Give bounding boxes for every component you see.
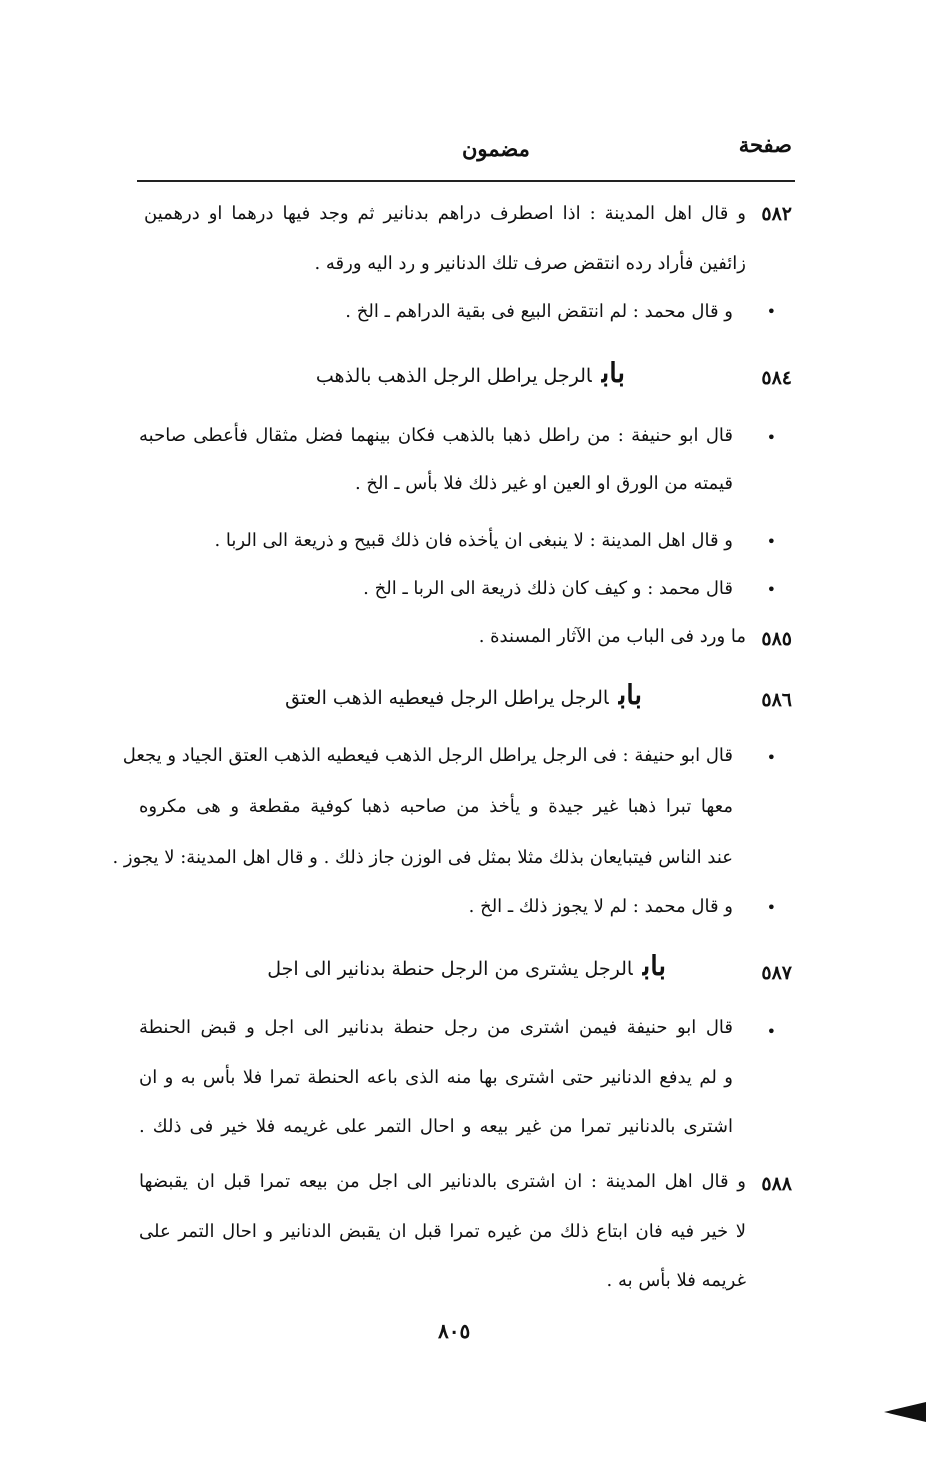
entry-text-line: عند الناس فيتبايعان بذلك مثلا بمثل فى الوزن جاز ذلك . و قال اهل المدينة: لا يجوز . (112, 847, 733, 868)
bullet-marker: • (766, 748, 776, 767)
chapter-title (267, 951, 666, 982)
bullet-marker: • (766, 1022, 776, 1041)
chapter-title (316, 358, 625, 389)
entry-text-line: و قال اهل المدينة : اذا اصطرف دراهم بدنانير ثم وجد فيها درهما او درهمين (144, 203, 746, 224)
content-column-header: مضمون (462, 136, 530, 161)
bullet-marker: • (766, 532, 776, 551)
chapter-title-text: الرجل يراطل الرجل فيعطيه الذهب العتق (285, 687, 609, 709)
chapter-bab-word: باب (642, 951, 666, 982)
entry-number: ٥٨٢ (761, 203, 792, 225)
page-turn-arrow-icon (884, 1402, 926, 1422)
entry-text-line: و لم يدفع الدنانير حتى اشترى بها منه الذى باعه الحنطة تمرا فلا بأس به و ان (139, 1067, 733, 1088)
entry-number: ٥٨٥ (761, 628, 792, 650)
entry-text-line: اشترى بالدنانير تمرا من غير بيعه و احال التمر على غريمه فلا خير فى ذلك . (139, 1116, 733, 1137)
entry-text-line: زائفين فأراد رده انتقض صرف تلك الدنانير و رد اليه ورقه . (314, 253, 746, 274)
entry-text-line: قيمته من الورق او العين او غير ذلك فلا بأس ـ الخ . (354, 473, 733, 494)
entry-text-line: قال محمد : و كيف كان ذلك ذريعة الى الربا ـ الخ . (363, 578, 733, 599)
entry-text-line: ما ورد فى الباب من الآثار المسندة . (478, 626, 746, 647)
chapter-bab-word: باب (618, 680, 642, 711)
entry-number: ٥٨٧ (761, 962, 792, 984)
entry-text-line: و قال اهل المدينة : لا ينبغى ان يأخذه فان ذلك قبيح و ذريعة الى الربا . (214, 530, 733, 551)
entry-number: ٥٨٨ (761, 1173, 792, 1195)
entry-text-line: قال ابو حنيفة : من راطل ذهبا بالذهب فكان بينهما فضل مثقال فأعطى صاحبه (139, 425, 733, 446)
header-rule (137, 180, 795, 182)
bullet-marker: • (766, 898, 776, 917)
entry-text-line: و قال محمد : لم انتقض البيع فى بقية الدراهم ـ الخ . (345, 301, 733, 322)
page-column-header: صفحة (738, 132, 792, 157)
entry-text-line: قال ابو حنيفة : فى الرجل يراطل الرجل الذهب فيعطيه الذهب العتق الجياد و يجعل (122, 745, 733, 766)
bullet-marker: • (766, 428, 776, 447)
chapter-bab-word: باب (601, 358, 625, 389)
entry-text-line: لا خير فيه فان ابتاع ذلك من غيره تمرا قبل ان يقبض الدنانير و احال التمر على (139, 1221, 746, 1242)
chapter-title (285, 680, 642, 711)
entry-number: ٥٨٤ (761, 367, 792, 389)
entry-text-line: قال ابو حنيفة فيمن اشترى من رجل حنطة بدنانير الى اجل و قبض الحنطة (139, 1017, 733, 1038)
entry-number: ٥٨٦ (761, 689, 792, 711)
entry-text-line: و قال محمد : لم لا يجوز ذلك ـ الخ . (468, 896, 733, 917)
page-number: ٨٠٥ (438, 1319, 471, 1343)
entry-text-line: معها تبرا ذهبا غير جيدة و يأخذ من صاحبه ذهبا كوفية مقطعة و هى مكروه (139, 796, 733, 817)
chapter-title-text: الرجل يشترى من الرجل حنطة بدنانير الى اجل (267, 958, 633, 980)
chapter-title-text: الرجل يراطل الرجل الذهب بالذهب (315, 365, 592, 387)
entry-text-line: و قال اهل المدينة : ان اشترى بالدنانير الى اجل من بيعه تمرا قبل ان يقبضها (139, 1171, 746, 1192)
entry-text-line: غريمه فلا بأس به . (606, 1270, 746, 1291)
bullet-marker: • (766, 580, 776, 599)
bullet-marker: • (766, 302, 776, 321)
